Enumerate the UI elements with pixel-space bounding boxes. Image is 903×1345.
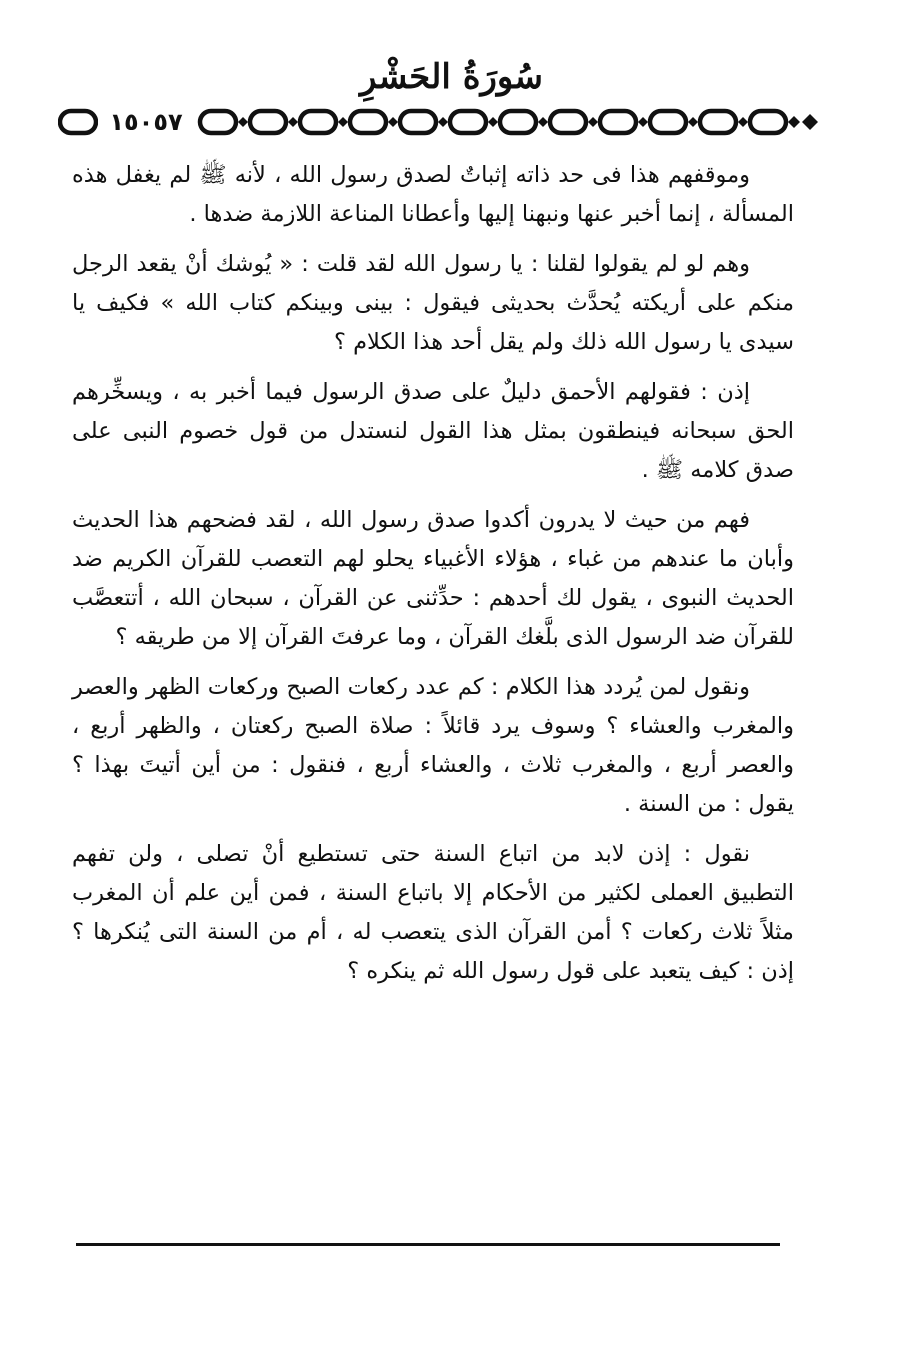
footer-divider xyxy=(76,1243,780,1246)
page-number: ١٥٠٥٧ xyxy=(98,104,194,140)
paragraph: ونقول لمن يُردد هذا الكلام : كم عدد ركعات الصبح وركعات الظهر والعصر والمغرب والعشاء ؟ وسوف يرد قائلاً : صلاة الصبح ركعتان ، والظهر أربع ، والعصر أربع ، والمغرب ثلاث ، والعشاء أربع ، فنقول : من أين أتيتَ بهذا ؟ يقول : من السنة . xyxy=(72,674,794,817)
paragraph: إذن : فقولهم الأحمق دليلٌ على صدق الرسول فيما أخبر به ، ويسخِّرهم الحق سبحانه فينطقون بمثل هذا القول لنستدل من قول خصوم النبى على صدق كلامه ﷺ . xyxy=(72,379,794,483)
paragraph: وموقفهم هذا فى حد ذاته إثباتٌ لصدق رسول الله ، لأنه ﷺ لم يغفل هذه المسألة ، إنما أخبر عنها ونبهنا إليها وأعطانا المناعة اللازمة ضدها . xyxy=(72,162,794,227)
body-text xyxy=(72,156,794,1002)
paragraph: فهم من حيث لا يدرون أكدوا صدق رسول الله ، لقد فضحهم هذا الحديث وأبان ما عندهم من غباء ، هؤلاء الأغبياء يحلو لهم التعصب للقرآن الكريم ضد الحديث النبوى ، يقول لك أحدهم : حدِّثنى عن القرآن ، سبحان الله ، أتتعصَّب للقرآن ضد الرسول الذى بلَّغك القرآن ، وما عرفتَ القرآن إلا من طريقه ؟ xyxy=(72,507,794,650)
surah-title: سُورَةُ الحَشْرِ xyxy=(360,57,543,97)
paragraph: وهم لو لم يقولوا لقلنا : يا رسول الله لقد قلت : « يُوشك أنْ يقعد الرجل منكم على أريكته يُحدَّث بحديثى فيقول : بينى وبينكم كتاب الله » فكيف يا سيدى يا رسول الله ذلك ولم يقل أحد هذا الكلام ؟ xyxy=(72,251,794,355)
paragraph: نقول : إذن لابد من اتباع السنة حتى تستطيع أنْ تصلى ، ولن تفهم التطبيق العملى لكثير من الأحكام إلا باتباع السنة ، فمن أين علم أن المغرب مثلاً ثلاث ركعات ؟ أمن القرآن الذى يتعصب له ، أم من السنة التى يُنكرها ؟ إذن : كيف يتعبد على قول رسول الله ثم ينكره ؟ xyxy=(72,841,794,984)
